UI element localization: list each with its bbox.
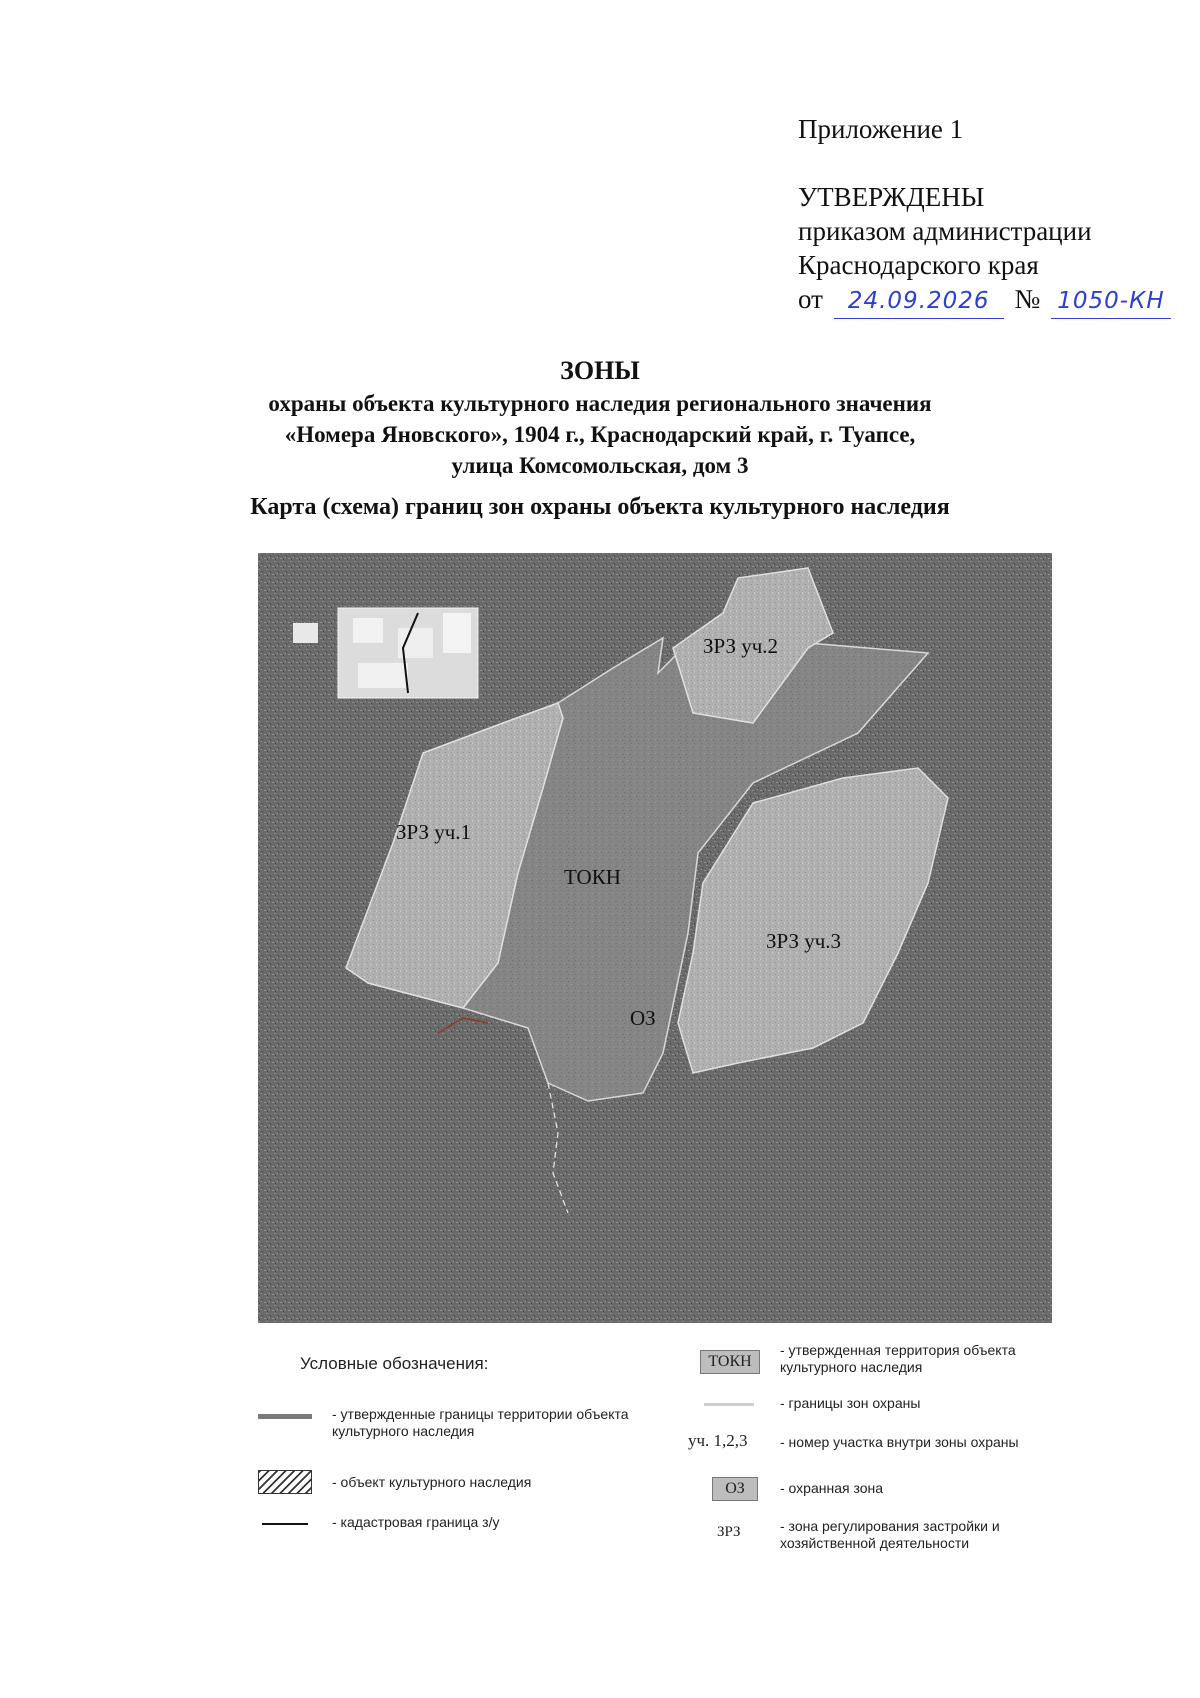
plot-number-symbol: уч. 1,2,3 <box>688 1431 748 1450</box>
zone-boundary-symbol <box>704 1403 754 1406</box>
legend <box>0 1330 1200 1590</box>
heritage-object-desc: - объект культурного наследия <box>332 1474 532 1490</box>
order-number-handwritten: 1050-КН <box>1051 284 1171 319</box>
approved-label: УТВЕРЖДЕНЫ <box>798 182 985 212</box>
tokn-legend-symbol: ТОКН <box>700 1350 760 1374</box>
approved-boundary-symbol <box>258 1414 312 1419</box>
cadastral-symbol <box>262 1523 308 1525</box>
title-heading: ЗОНЫ <box>560 356 640 385</box>
approved-boundary-desc: - утвержденные границы территории объекта культурного наследия <box>332 1406 629 1439</box>
legend-heading: Условные обозначения: <box>300 1354 489 1373</box>
zrz-legend-desc: - зона регулирования застройки и хозяйственной деятельности <box>780 1518 1000 1551</box>
approved-by-line1: приказом администрации <box>798 216 1092 246</box>
oz-legend-symbol: ОЗ <box>712 1477 758 1501</box>
title-line-1: охраны объекта культурного наследия регионального значения <box>268 391 932 416</box>
oz-legend-desc: - охранная зона <box>780 1480 884 1496</box>
number-label: № <box>1014 284 1041 314</box>
order-date-handwritten: 24.09.2026 <box>834 284 1004 319</box>
map-label-zrz1: ЗРЗ уч.1 <box>396 820 472 844</box>
tokn-legend-desc: - утвержденная территория объекта культурного наследия <box>780 1342 1016 1375</box>
appendix-label: Приложение 1 <box>798 114 964 144</box>
order-signature-row <box>798 282 1171 319</box>
title-line-3: улица Комсомольская, дом 3 <box>451 453 749 478</box>
approval-block <box>798 112 1171 319</box>
map-label-oz: ОЗ <box>630 1006 656 1030</box>
cadastral-desc: - кадастровая граница з/у <box>332 1514 500 1530</box>
zone-boundary-desc: - границы зон охраны <box>780 1395 921 1411</box>
title-line-2: «Номера Яновского», 1904 г., Краснодарский край, г. Туапсе, <box>284 422 916 447</box>
map-label-zrz2: ЗРЗ уч.2 <box>703 634 779 658</box>
heritage-object-symbol <box>258 1470 312 1494</box>
plot-number-desc: - номер участка внутри зоны охраны <box>780 1434 1019 1450</box>
zone-map <box>258 553 1052 1323</box>
zrz-legend-symbol: ЗРЗ <box>717 1524 741 1540</box>
from-label: от <box>798 284 823 314</box>
map-subtitle: Карта (схема) границ зон охраны объекта культурного наследия <box>250 494 950 520</box>
approved-by-line2: Краснодарского края <box>798 250 1039 280</box>
document-title <box>0 354 1200 481</box>
map-label-zrz3: ЗРЗ уч.3 <box>766 929 842 953</box>
map-label-tokn: ТОКН <box>564 865 621 889</box>
